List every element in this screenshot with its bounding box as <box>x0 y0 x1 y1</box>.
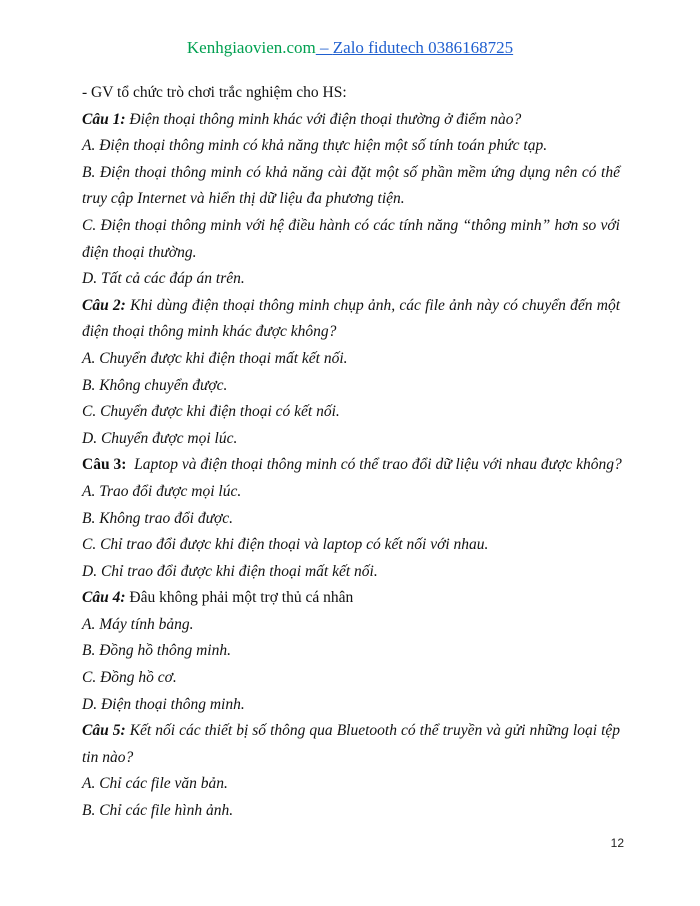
site-name: Kenhgiaovien.com <box>186 38 316 57</box>
contact-link[interactable]: Zalo fidutech 0386168725 <box>332 38 514 57</box>
header-separator: – <box>315 38 333 57</box>
question-1-text: Điện thoại thông minh khác với điện thoại thường ở điểm nào? <box>129 110 522 128</box>
q4-option-c: C. Đồng hồ cơ. <box>82 669 177 687</box>
q5-option-b: B. Chỉ các file hình ảnh. <box>82 802 234 820</box>
q1-option-c: C. Điện thoại thông minh với hệ điều hành có các tính năng “thông minh” hơn so với <box>82 216 620 234</box>
q5-option-a: A. Chỉ các file văn bản. <box>82 775 228 793</box>
q4-option-b: B. Đồng hồ thông minh. <box>82 642 231 660</box>
document-body <box>82 80 620 825</box>
question-4 <box>82 585 620 612</box>
q1-option-a: A. Điện thoại thông minh có khả năng thực hiện một số tính toán phức tạp. <box>82 137 548 155</box>
page-header <box>0 38 700 58</box>
q2-option-a: A. Chuyển được khi điện thoại mất kết nối. <box>82 349 348 367</box>
q1-option-b-cont: truy cập Internet và hiển thị dữ liệu đa phương tiện. <box>82 190 405 208</box>
question-2 <box>82 293 620 320</box>
q2-option-c: C. Chuyển được khi điện thoại có kết nối. <box>82 403 340 421</box>
q1-option-c-cont: điện thoại thường. <box>82 243 197 261</box>
question-3-label: Câu 3: <box>82 456 127 474</box>
question-1 <box>82 107 620 134</box>
q1-option-b: B. Điện thoại thông minh có khả năng cài đặt một số phần mềm ứng dụng nên có thể <box>82 163 620 181</box>
q3-option-a: A. Trao đổi được mọi lúc. <box>82 482 242 500</box>
question-3 <box>82 452 620 479</box>
q4-option-a: A. Máy tính bảng. <box>82 615 194 633</box>
q2-option-d: D. Chuyển được mọi lúc. <box>82 429 238 447</box>
question-5-text-cont: tin nào? <box>82 748 134 766</box>
question-5 <box>82 718 620 745</box>
question-3-text: Laptop và điện thoại thông minh có thể trao đổi dữ liệu với nhau được không? <box>126 456 622 474</box>
q4-option-d: D. Điện thoại thông minh. <box>82 695 245 713</box>
q1-option-d: D. Tất cả các đáp án trên. <box>82 270 245 288</box>
page-number: 12 <box>610 836 624 850</box>
question-1-label: Câu 1: <box>82 110 126 128</box>
question-4-text: Đâu không phải một trợ thủ cá nhân <box>129 589 354 607</box>
question-4-label: Câu 4: <box>82 589 126 607</box>
q3-option-b: B. Không trao đổi được. <box>82 509 234 527</box>
question-2-text: Khi dùng điện thoại thông minh chụp ảnh, các file ảnh này có chuyển đến một <box>130 296 621 314</box>
q3-option-d: D. Chỉ trao đổi được khi điện thoại mất kết nối. <box>82 562 378 580</box>
question-5-label: Câu 5: <box>82 722 126 740</box>
question-2-label: Câu 2: <box>82 296 126 314</box>
question-2-text-cont: điện thoại thông minh khác được không? <box>82 323 337 341</box>
q2-option-b: B. Không chuyển được. <box>82 376 228 394</box>
intro-text: - GV tổ chức trò chơi trắc nghiệm cho HS: <box>82 84 347 101</box>
q3-option-c: C. Chỉ trao đổi được khi điện thoại và laptop có kết nối với nhau. <box>82 536 489 554</box>
question-5-text: Kết nối các thiết bị số thông qua Bluetooth có thể truyền và gửi những loại tệp <box>129 722 621 740</box>
